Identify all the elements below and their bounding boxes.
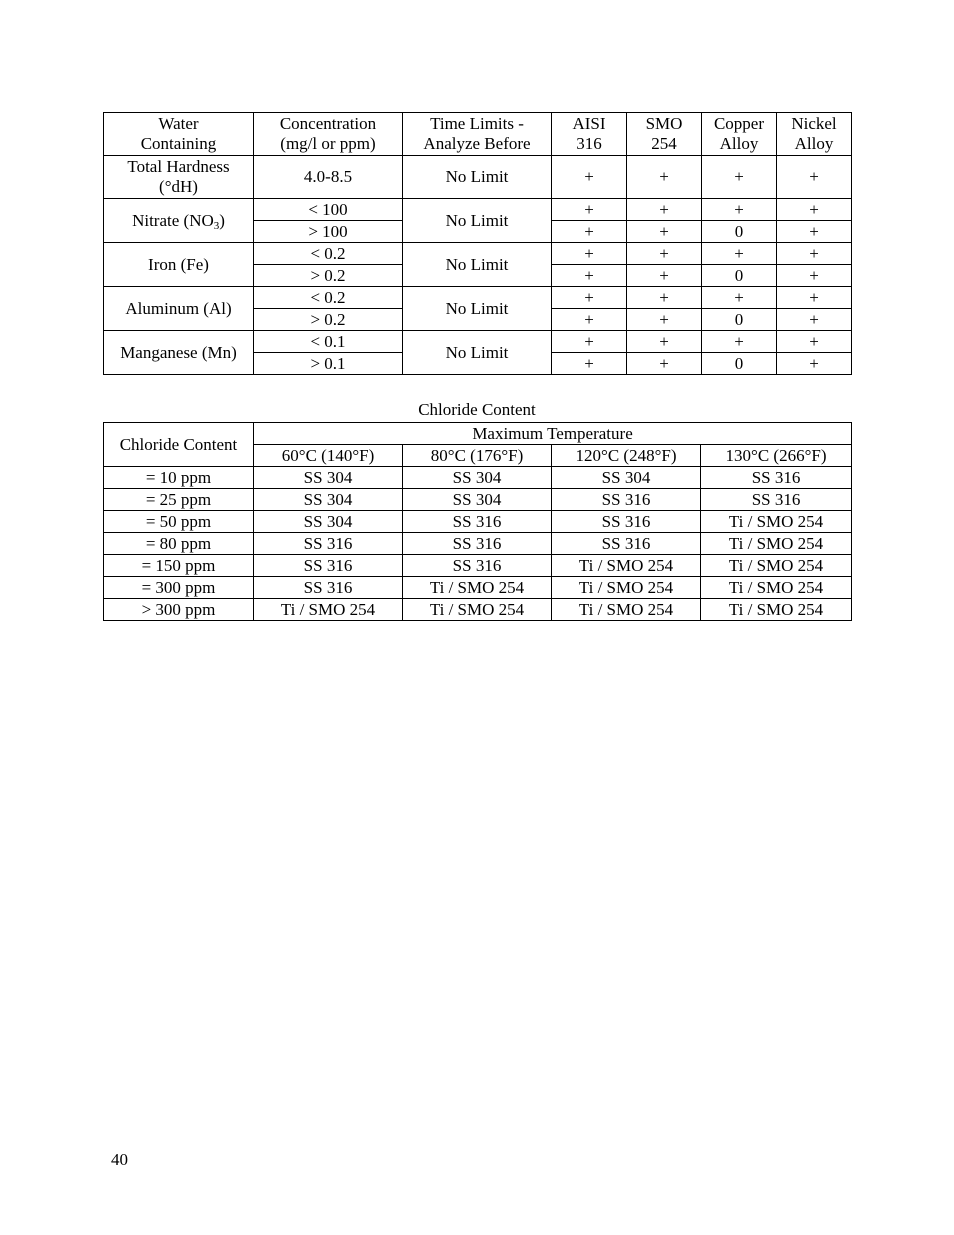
material-cell: SS 316 [552,511,701,533]
table-row [104,243,852,265]
rating-cell: + [777,156,852,199]
concentration-cell: > 100 [254,221,403,243]
chloride-level-cell: = 150 ppm [104,555,254,577]
rating-cell: + [702,156,777,199]
rating-cell: + [777,309,852,331]
material-cell: Ti / SMO 254 [701,577,852,599]
rating-cell: + [552,309,627,331]
column-header-line: AISI [572,114,606,133]
temperature-header: 120°C (248°F) [552,445,701,467]
rating-cell: + [627,265,702,287]
table-row [104,599,852,621]
material-cell: SS 316 [254,533,403,555]
time-limit-cell: No Limit [403,331,552,375]
rating-cell: + [627,243,702,265]
rating-cell: + [552,199,627,221]
rating-cell: 0 [702,265,777,287]
concentration-cell: < 0.2 [254,287,403,309]
chloride-level-cell: = 50 ppm [104,511,254,533]
chloride-level-cell: > 300 ppm [104,599,254,621]
chloride-level-cell: = 25 ppm [104,489,254,511]
column-header-line: 254 [651,134,677,153]
material-cell: SS 304 [403,467,552,489]
material-cell: Ti / SMO 254 [701,555,852,577]
rating-cell: + [552,221,627,243]
rating-cell: + [552,243,627,265]
material-cell: SS 316 [403,555,552,577]
rating-cell: + [627,221,702,243]
chloride-level-cell: = 300 ppm [104,577,254,599]
rating-cell: + [627,331,702,353]
rating-cell: + [627,156,702,199]
water-quality-table [103,112,852,375]
parameter-label-text: Nitrate (NO [132,210,214,230]
column-header-line: (mg/l or ppm) [280,134,376,153]
rating-cell: + [702,287,777,309]
table-row [104,489,852,511]
parameter-label-line: (°dH) [159,177,198,196]
concentration-cell: < 0.1 [254,331,403,353]
column-header-line: Alloy [794,134,834,153]
material-cell: SS 304 [552,467,701,489]
time-limit-cell: No Limit [403,287,552,331]
material-cell: Ti / SMO 254 [552,599,701,621]
group-header: Maximum Temperature [254,423,852,445]
column-header-line: Containing [140,134,217,153]
material-cell: SS 304 [254,467,403,489]
temperature-header: 130°C (266°F) [701,445,852,467]
material-cell: Ti / SMO 254 [701,511,852,533]
table-row [104,511,852,533]
concentration-cell: > 0.2 [254,309,403,331]
table-row [104,555,852,577]
material-cell: SS 316 [701,467,852,489]
parameter-label [104,199,254,243]
column-header [403,113,552,156]
table-row [104,156,852,199]
rating-cell: + [777,353,852,375]
parameter-label-end: ) [219,210,225,230]
material-cell: SS 304 [254,489,403,511]
rating-cell: + [777,243,852,265]
column-header-line: Copper [713,114,765,133]
rating-cell: + [552,331,627,353]
rating-cell: 0 [702,221,777,243]
rating-cell: + [552,353,627,375]
rating-cell: + [552,287,627,309]
column-header-line: Analyze Before [423,134,531,153]
rating-cell: + [552,156,627,199]
material-cell: Ti / SMO 254 [254,599,403,621]
material-cell: SS 316 [403,533,552,555]
column-header-line: Nickel [791,114,837,133]
material-cell: SS 316 [403,511,552,533]
rating-cell: + [777,331,852,353]
material-cell: SS 316 [254,555,403,577]
concentration-cell: 4.0-8.5 [254,156,403,199]
page-number: 40 [111,1150,128,1169]
material-cell: Ti / SMO 254 [701,533,852,555]
concentration-cell: > 0.1 [254,353,403,375]
temperature-header: 60°C (140°F) [254,445,403,467]
material-cell: Ti / SMO 254 [403,577,552,599]
time-limit-cell: No Limit [403,156,552,199]
table-row [104,287,852,309]
parameter-label-text: Iron (Fe) [148,254,209,274]
rating-cell: + [777,221,852,243]
header-row [104,423,852,445]
row-header: Chloride Content [104,423,254,467]
column-header-line: Alloy [719,134,759,153]
rating-cell: + [627,199,702,221]
parameter-label-text: Manganese (Mn) [120,342,237,362]
column-header-line: Water [158,114,199,133]
column-header [552,113,627,156]
material-cell: Ti / SMO 254 [403,599,552,621]
rating-cell: + [777,265,852,287]
column-header [254,113,403,156]
parameter-label-text: Aluminum (Al) [125,298,232,318]
material-cell: SS 304 [254,511,403,533]
material-cell: SS 316 [254,577,403,599]
table-row [104,199,852,221]
rating-cell: + [702,199,777,221]
chloride-table-caption: Chloride Content [418,400,536,419]
temperature-header: 80°C (176°F) [403,445,552,467]
concentration-cell: < 0.2 [254,243,403,265]
rating-cell: + [777,199,852,221]
column-header-line: 316 [576,134,602,153]
parameter-label-subscript: 3 [213,219,220,232]
material-cell: SS 316 [552,533,701,555]
table-row [104,577,852,599]
concentration-cell: > 0.2 [254,265,403,287]
parameter-label [104,156,254,199]
parameter-label [104,243,254,287]
parameter-label [104,331,254,375]
rating-cell: + [627,287,702,309]
rating-cell: + [777,287,852,309]
material-cell: SS 304 [403,489,552,511]
material-cell: Ti / SMO 254 [701,599,852,621]
column-header-line: SMO [645,114,683,133]
parameter-label-line: Total Hardness [127,157,230,176]
rating-cell: + [702,331,777,353]
column-header-line: Concentration [279,114,377,133]
chloride-content-table [103,422,852,621]
column-header [777,113,852,156]
column-header [627,113,702,156]
parameter-label [104,287,254,331]
rating-cell: 0 [702,309,777,331]
material-cell: Ti / SMO 254 [552,577,701,599]
material-cell: Ti / SMO 254 [552,555,701,577]
table-row [104,467,852,489]
chloride-level-cell: = 10 ppm [104,467,254,489]
time-limit-cell: No Limit [403,243,552,287]
column-header [104,113,254,156]
rating-cell: + [627,309,702,331]
column-header [702,113,777,156]
time-limit-cell: No Limit [403,199,552,243]
rating-cell: + [627,353,702,375]
table-row [104,533,852,555]
material-cell: SS 316 [701,489,852,511]
rating-cell: 0 [702,353,777,375]
table-row [104,331,852,353]
rating-cell: + [552,265,627,287]
header-row [104,113,852,156]
material-cell: SS 316 [552,489,701,511]
concentration-cell: < 100 [254,199,403,221]
rating-cell: + [702,243,777,265]
column-header-line: Time Limits - [430,114,524,133]
chloride-level-cell: = 80 ppm [104,533,254,555]
